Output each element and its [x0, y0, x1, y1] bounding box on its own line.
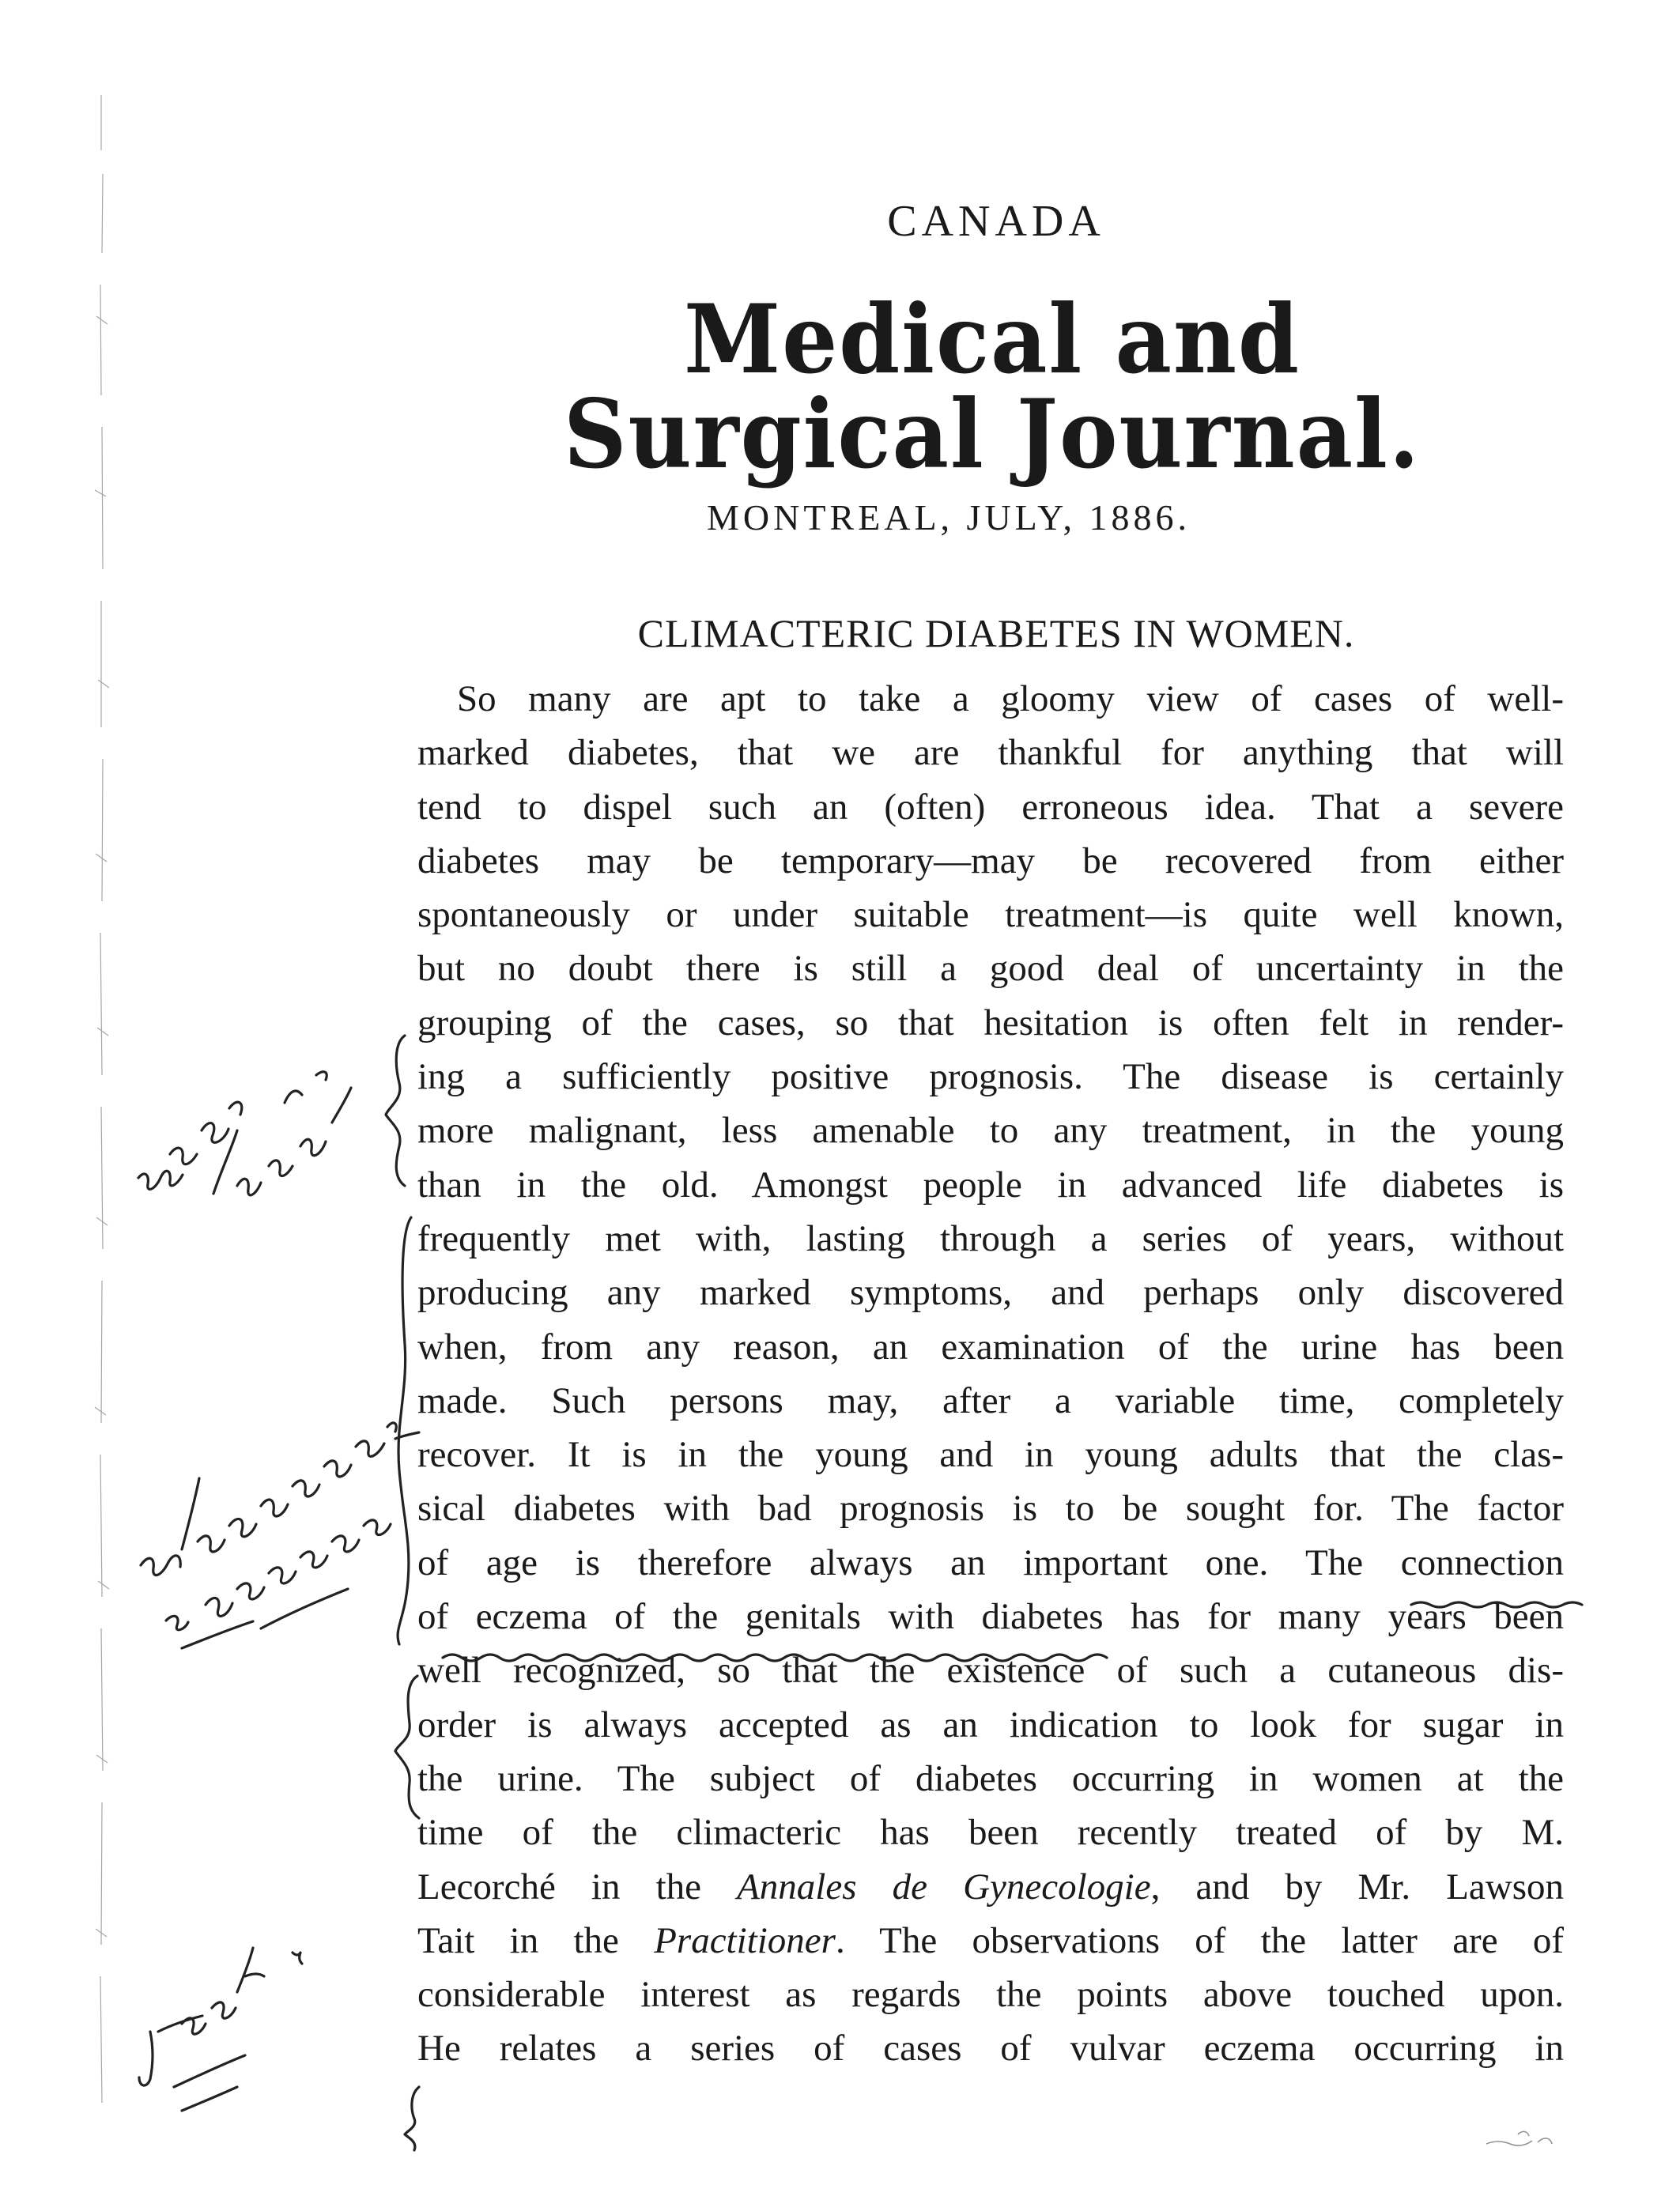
body-line: Lecorché in the Annales de Gynecologie, and by Mr. Lawson [417, 1866, 1565, 1908]
scan-edge-noise [87, 79, 119, 2134]
body-line: considerable interest as regards the points above touched upon. [417, 1974, 1564, 2016]
body-line: time of the climacteric has been recently treated of by M. [417, 1812, 1564, 1854]
brace-3 [395, 1676, 419, 1818]
body-line: grouping of the cases, so that hesitation is often felt in render- [417, 1002, 1564, 1043]
article-body [417, 672, 1564, 2076]
journal-title-italic: Practitioner [654, 1919, 836, 1961]
body-line: tend to dispel such an (often) erroneous idea. That a severe [417, 786, 1564, 828]
body-line: than in the old. Amongst people in advanced life diabetes is [417, 1164, 1564, 1206]
masthead-country: CANADA [887, 197, 1105, 246]
body-line: producing any marked symptoms, and perhaps only discovered [417, 1272, 1564, 1314]
brace-1 [386, 1036, 405, 1186]
scribble-bottom-right [1486, 2131, 1552, 2145]
brace-4 [405, 2087, 419, 2150]
body-line: of eczema of the genitals with diabetes has for many years been [417, 1596, 1564, 1638]
article-title: CLIMACTERIC DIABETES IN WOMEN. [637, 611, 1355, 655]
body-line: marked diabetes, that we are thankful for anything that will [417, 732, 1564, 774]
body-line: more malignant, less amenable to any treatment, in the young [417, 1110, 1564, 1152]
masthead-title: Medical and Surgical Journal. [563, 284, 1421, 490]
body-line: order is always accepted as an indication to look for sugar in [417, 1704, 1564, 1745]
margin-note-3 [139, 1948, 264, 2111]
body-line: diabetes may be temporary—may be recovered from either [417, 840, 1564, 881]
body-line: ing a sufficiently positive prognosis. The disease is certainly [417, 1056, 1564, 1098]
body-line: of age is therefore always an important one. The connection [417, 1542, 1564, 1583]
body-line: made. Such persons may, after a variable time, completely [417, 1379, 1564, 1421]
body-line: sical diabetes with bad prognosis is to be sought for. The factor [417, 1488, 1564, 1530]
body-line: frequently met with, lasting through a series of years, without [417, 1217, 1564, 1259]
body-line: recover. It is in the young and in young adults that the clas- [417, 1434, 1564, 1476]
body-line: well recognized, so that the existence of such a cutaneous dis- [417, 1650, 1564, 1692]
body-line: So many are apt to take a gloomy view of cases of well- [457, 678, 1564, 719]
body-line: the urine. The subject of diabetes occurring in women at the [417, 1757, 1564, 1799]
body-line: spontaneously or under suitable treatment—is quite well known, [417, 894, 1564, 936]
bracket-2 [398, 1217, 411, 1644]
journal-title-italic: Annales de Gynecologie [737, 1866, 1151, 1908]
margin-note-2 [141, 1423, 419, 1648]
stray-mark [293, 1953, 302, 1964]
body-line: but no doubt there is still a good deal of uncertainty in the [417, 948, 1564, 990]
body-line: Tait in the Practitioner. The observations of the latter are of [417, 1919, 1564, 1961]
body-line: when, from any reason, an examination of the urine has been [417, 1326, 1564, 1368]
margin-note-1 [138, 1072, 351, 1195]
body-line: He relates a series of cases of vulvar eczema occurring in [417, 2028, 1564, 2070]
dateline: MONTREAL, JULY, 1886. [707, 497, 1191, 538]
